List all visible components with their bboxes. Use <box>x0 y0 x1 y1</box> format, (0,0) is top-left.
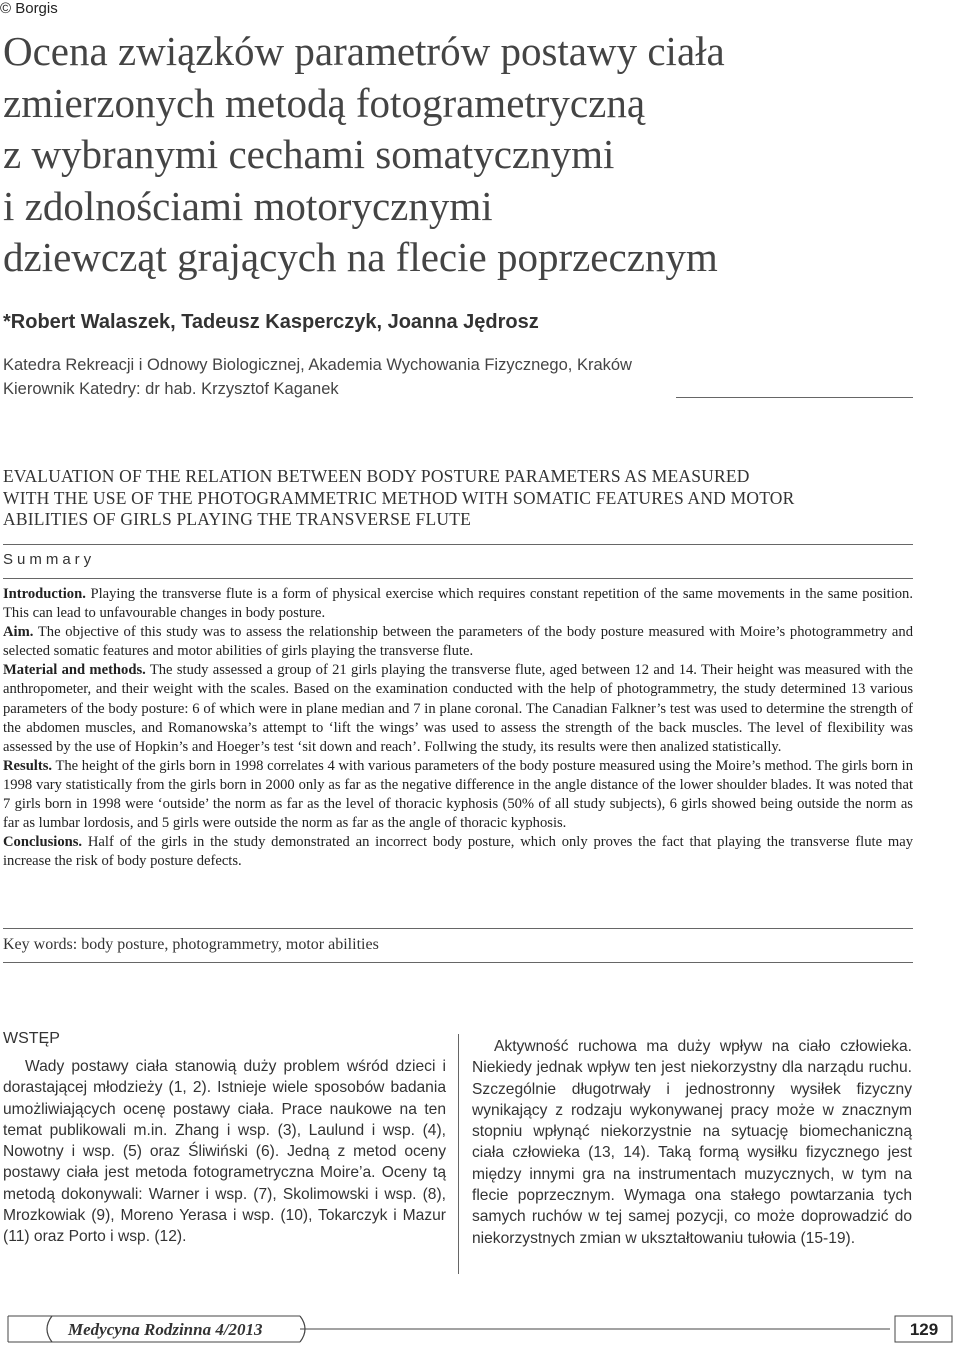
section-text: Half of the girls in the study demonstrated an incorrect body posture, which only proves the fact that playing the transverse flute may increase the risk of body posture defects. <box>3 834 913 870</box>
title-line: Ocena związków parametrów postawy ciała <box>3 28 725 74</box>
abstract <box>3 585 913 871</box>
body-text-left: Wady postawy ciała stanowią duży problem wśród dzieci i dorastającej młodzieży (1, 2). Istnieje wiele sposobów badania umożliwiających ocenę postawy ciała. Prace naukowe na ten temat publikowali m.in. Zhang i wsp. (3), Laulund i wsp. (4), Nowotny i wsp. (5) oraz Śliwiński (6). Jedną z metod oceny postawy ciała jest metoda fotogrametryczna Moire’a. Oceny tą metodą dokonywali: Warner i wsp. (7), Skolimowski i wsp. (8), Mrozkowiak (9), Moreno Yerasa i wsp. (10), Tokarczyk i Mazur (11) oraz Porto i wsp. (12). <box>3 1058 446 1246</box>
section-text: Playing the transverse flute is a form of physical exercise which requires constant repetition of the same movements in the same position. This can lead to unfavourable changes in body posture. <box>3 586 913 622</box>
divider <box>676 397 913 398</box>
title-line: dziewcząt grających na flecie poprzecznym <box>3 234 718 280</box>
title-line: z wybranymi cechami somatycznymi <box>3 131 615 177</box>
divider <box>3 578 913 579</box>
section-label: Aim. <box>3 624 34 641</box>
copyright-notice: © Borgis <box>0 0 58 17</box>
footer-bracket-left <box>47 1316 52 1342</box>
section-heading: WSTĘP <box>3 1030 60 1047</box>
title-line: i zdolnościami motorycznymi <box>3 182 493 229</box>
article-title <box>3 26 943 284</box>
english-title-line: WITH THE USE OF THE PHOTOGRAMMETRIC METHOD WITH SOMATIC FEATURES AND MOTOR <box>3 487 795 508</box>
abstract-results <box>3 757 913 833</box>
body-text-right: Aktywność ruchowa ma duży wpływ na ciało człowieka. Niekiedy jednak wpływ ten jest niekorzystny dla narządu ruchu. Szczególnie długotrwały i jednostronny wysiłek fizyczny wynikający z rodzaju wykonywanej pracy może w znacznym stopniu wpłynąć niekorzystnie na sytuację biomechaniczną ciała człowieka (13, 14). Taką formą wysiłku fizycznego jest między innymi gra na instrumentach muzycznych, w tym na flecie poprzecznym. Wymaga ona stałego powtarzania tych samych ruchów w tej samej pozycji, co może doprowadzić do niekorzystnych zmian w ukształtowaniu tułowia (15-19). <box>472 1038 912 1247</box>
abstract-conclusions <box>3 833 913 871</box>
column-divider <box>458 1034 459 1274</box>
abstract-aim <box>3 623 913 661</box>
title-line: zmierzonych metodą fotogrametryczną <box>3 79 646 126</box>
english-title-line: EVALUATION OF THE RELATION BETWEEN BODY POSTURE PARAMETERS AS MEASURED <box>3 466 750 486</box>
section-label: Conclusions. <box>3 834 83 851</box>
summary-heading: Summary <box>3 551 96 568</box>
keywords: Key words: body posture, photogrammetry, motor abilities <box>3 936 379 953</box>
english-title <box>3 466 903 531</box>
abstract-methods <box>3 661 913 756</box>
divider <box>3 962 913 963</box>
section-text: The study assessed a group of 21 girls playing the transverse flute, aged between 12 and 14. Their height was measured with the anthropometer, and their weight with the scales. Based on the examination conducted with the help of photogrammetry, the study determined 13 various parameters of the body posture: 6 of which were in plane median and 7 in plane coronal. The Canadian Falkner’s test was used to determine the strength of the abdomen muscles, and Romanowska’s attempt to ‘lift the wings’ was used to assess the strength of the back muscles. The level of flexibility was assessed by the use of Hopkin’s and Hoeger’s test ‘sit down and reach’. Follwing the study, its results were then analized statistically. <box>3 662 913 755</box>
section-label: Introduction. <box>3 586 86 602</box>
section-text: The height of the girls born in 1998 correlates 4 with various parameters of the body posture measured using the Moire’s method. The girls born in 1998 vary statistically from the girls born in 2000 only as far as the negative difference in the angle distance of the lower shoulder blades. It was noted that 7 girls born in 1998 were ‘outside’ the norm as far as the level of thoracic kyphosis (50% of all study subjects), 6 girls showed being outside the norm as far as lumbar lordosis, and 5 girls were outside the norm as far as the angle of thoracic kyphosis. <box>3 757 913 832</box>
affiliation: Katedra Rekreacji i Odnowy Biologicznej, Akademia Wychowania Fizycznego, Kraków <box>3 356 632 374</box>
section-text: The objective of this study was to assess the relationship between the parameters of the body posture measured with Moire’s photogrammetry and selected somatic features and motor abilities of girls playing the transverse flute. <box>3 624 913 660</box>
page-number: 129 <box>909 1320 939 1339</box>
section-label: Material and methods. <box>3 662 146 679</box>
abstract-introduction <box>3 585 913 623</box>
author-list: *Robert Walaszek, Tadeusz Kasperczyk, Joanna Jędrosz <box>3 311 539 333</box>
divider <box>3 544 913 545</box>
divider <box>3 928 913 929</box>
english-title-line: ABILITIES OF GIRLS PLAYING THE TRANSVERSE FLUTE <box>3 509 471 529</box>
department-head: Kierownik Katedry: dr hab. Krzysztof Kaganek <box>3 380 339 398</box>
section-label: Results. <box>3 757 53 774</box>
journal-name: Medycyna Rodzinna 4/2013 <box>68 1320 263 1339</box>
